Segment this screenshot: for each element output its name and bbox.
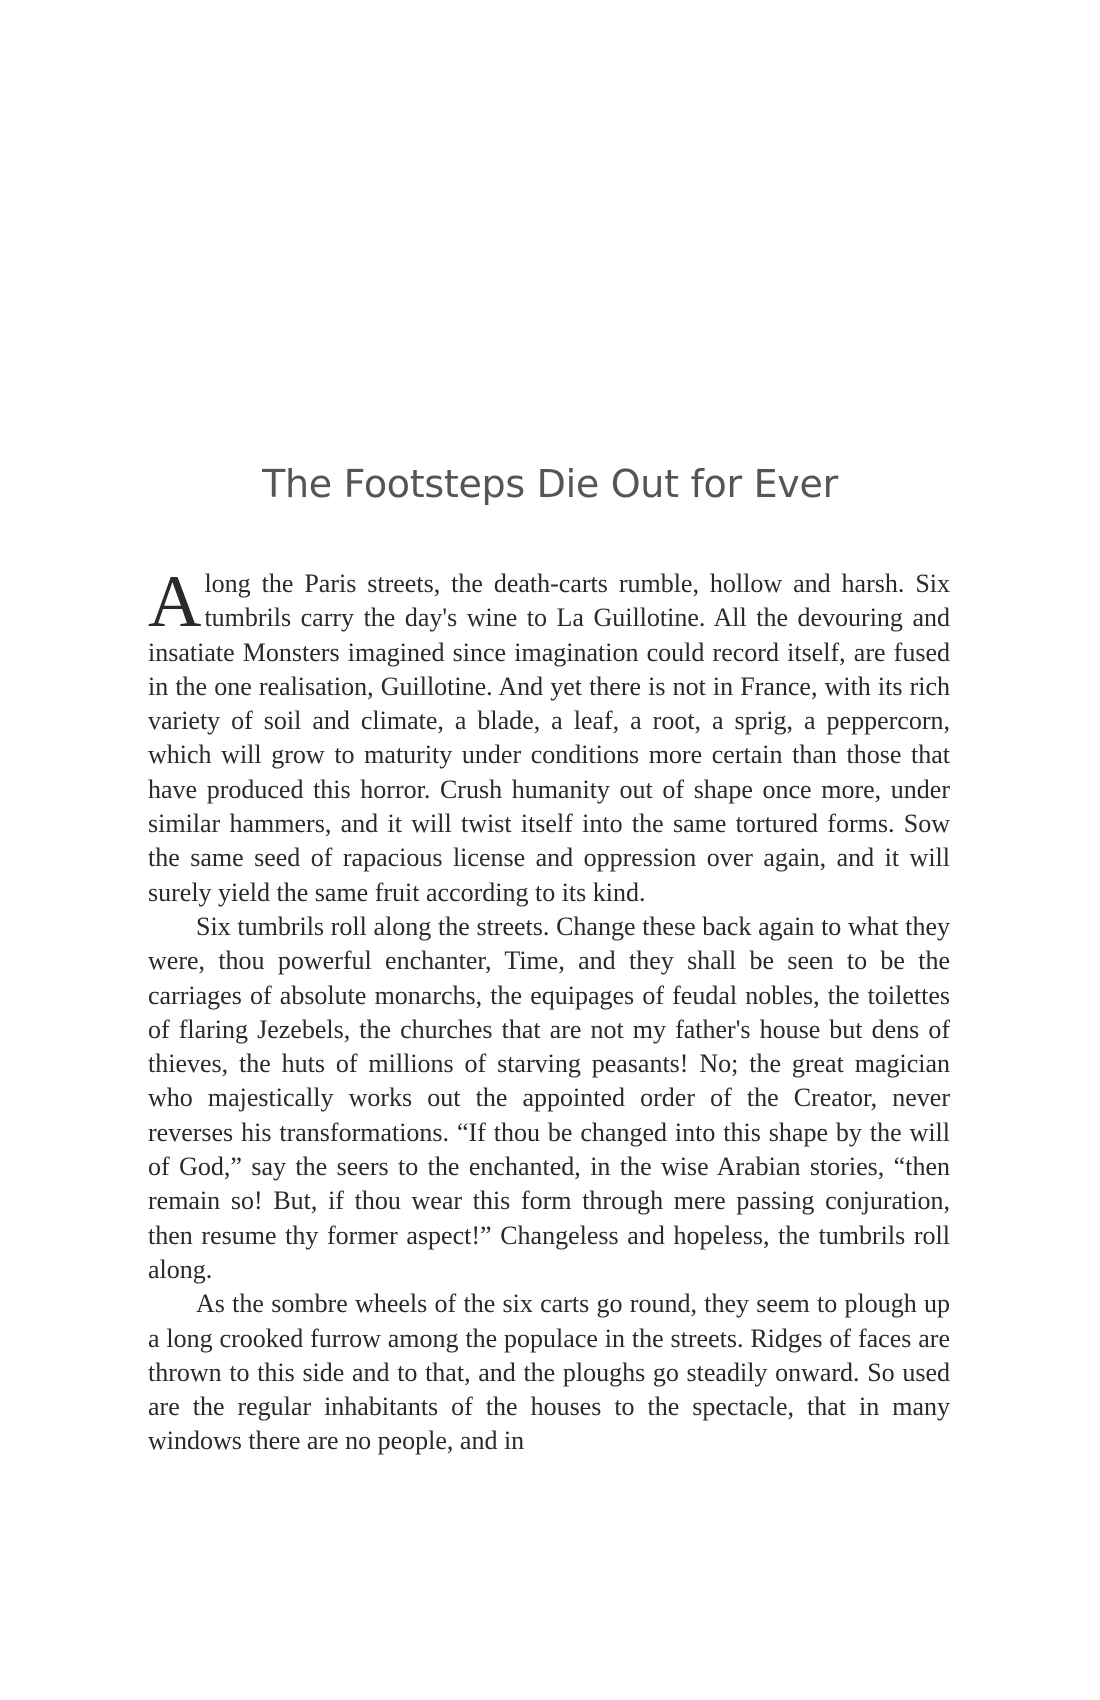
paragraph-2: Six tumbrils roll along the streets. Change these back again to what they were, thou powerful enchanter, Time, and they shall be seen to be the carriages of absolute monarchs, the equipages of feudal nobles, the toilettes of flaring Jezebels, the churches that are not my father's house but dens of thieves, the huts of millions of starving peasants! No; the great magician who majestically works out the appointed order of the Creator, never reverses his transformations. “If thou be changed into this shape by the will of God,” say the seers to the enchanted, in the wise Arabian stories, “then remain so! But, if thou wear this form through mere passing conjuration, then resume thy former aspect!” Changeless and hopeless, the tumbrils roll along. <box>148 911 950 1284</box>
paragraph-3: As the sombre wheels of the six carts go round, they seem to plough up a long crooked furrow among the populace in the streets. Ridges of faces are thrown to this side and to that, and the ploughs go steadily onward. So used are the regular inhabitants of the houses to the spectacle, that in many windows there are no people, and in <box>148 1289 950 1456</box>
paragraph-1 <box>148 561 950 910</box>
paragraph-1-text: long the Paris streets, the death-carts rumble, hollow and harsh. Six tumbrils carry the day's wine to La Guillotine. All the devouring and insatiate Monsters imagined since imagination could record itself, are fused in the one realisation, Guillotine. And yet there is not in France, with its rich variety of soil and climate, a blade, a leaf, a root, a sprig, a peppercorn, which will grow to maturity under conditions more certain than those that have produced this horror. Crush humanity out of shape once more, under similar hammers, and it will twist itself into the same tortured forms. Sow the same seed of rapacious license and oppression over again, and it will surely yield the same fruit according to its kind. <box>148 569 950 907</box>
chapter-title: The Footsteps Die Out for Ever <box>262 462 838 506</box>
chapter-body <box>148 561 950 1459</box>
drop-cap: A <box>148 561 202 643</box>
